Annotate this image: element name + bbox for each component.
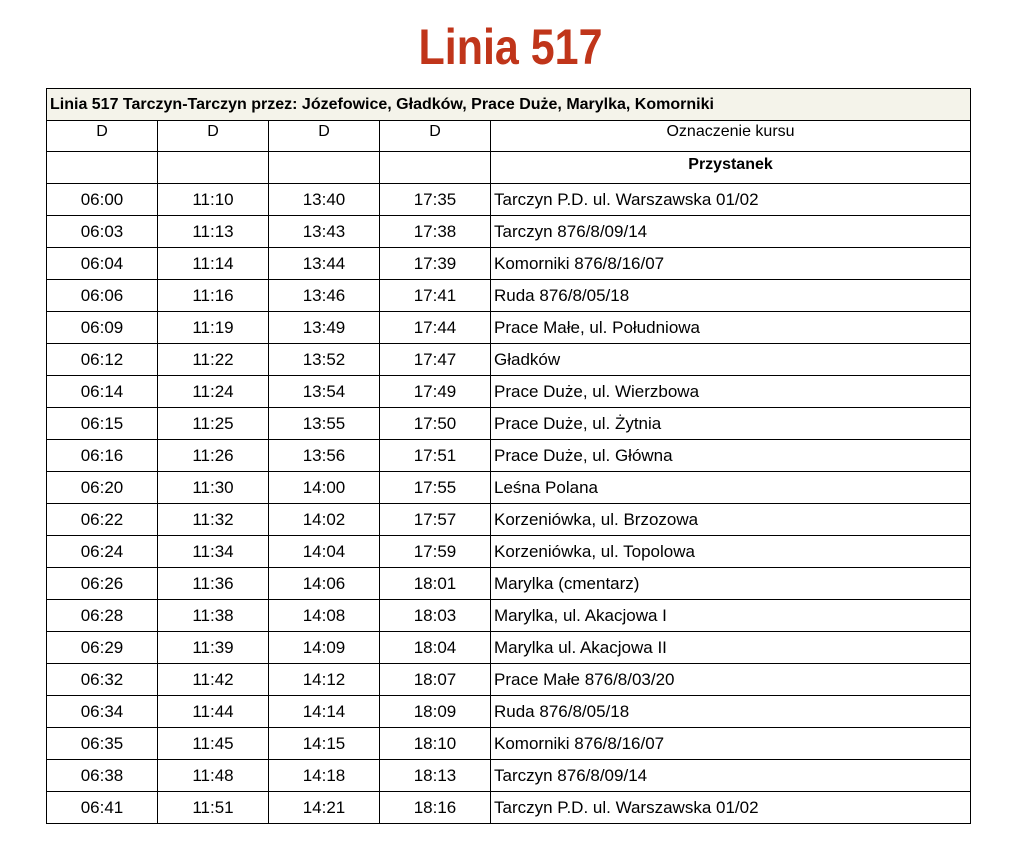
departure-time: 14:14 xyxy=(269,696,380,728)
departure-time: 17:50 xyxy=(380,408,491,440)
timetable-row xyxy=(47,472,971,504)
departure-time: 17:47 xyxy=(380,344,491,376)
empty-cell xyxy=(47,152,158,184)
departure-time: 13:44 xyxy=(269,248,380,280)
departure-time: 11:10 xyxy=(158,184,269,216)
timetable-row xyxy=(47,408,971,440)
departure-time: 06:35 xyxy=(47,728,158,760)
departure-time: 11:36 xyxy=(158,568,269,600)
departure-time: 06:29 xyxy=(47,632,158,664)
day-header: D xyxy=(158,121,269,152)
stop-name: Prace Duże, ul. Żytnia xyxy=(491,408,971,440)
departure-time: 17:35 xyxy=(380,184,491,216)
stop-name: Tarczyn P.D. ul. Warszawska 01/02 xyxy=(491,792,971,824)
stop-column-header: Przystanek xyxy=(491,152,971,184)
stop-name: Gładków xyxy=(491,344,971,376)
departure-time: 14:12 xyxy=(269,664,380,696)
stop-name: Korzeniówka, ul. Brzozowa xyxy=(491,504,971,536)
departure-time: 13:54 xyxy=(269,376,380,408)
departure-time: 14:06 xyxy=(269,568,380,600)
timetable-row xyxy=(47,504,971,536)
timetable-row xyxy=(47,184,971,216)
departure-time: 11:51 xyxy=(158,792,269,824)
timetable-row xyxy=(47,664,971,696)
departure-time: 17:55 xyxy=(380,472,491,504)
departure-time: 06:28 xyxy=(47,600,158,632)
departure-time: 11:16 xyxy=(158,280,269,312)
departure-time: 11:22 xyxy=(158,344,269,376)
stop-name: Ruda 876/8/05/18 xyxy=(491,696,971,728)
timetable-body xyxy=(47,89,971,824)
stop-name: Tarczyn P.D. ul. Warszawska 01/02 xyxy=(491,184,971,216)
departure-time: 11:45 xyxy=(158,728,269,760)
departure-time: 18:10 xyxy=(380,728,491,760)
departure-time: 17:49 xyxy=(380,376,491,408)
timetable-row xyxy=(47,792,971,824)
departure-time: 18:01 xyxy=(380,568,491,600)
timetable-row xyxy=(47,376,971,408)
timetable xyxy=(46,88,971,824)
departure-time: 17:51 xyxy=(380,440,491,472)
departure-time: 11:38 xyxy=(158,600,269,632)
stop-name: Komorniki 876/8/16/07 xyxy=(491,728,971,760)
stop-name: Tarczyn 876/8/09/14 xyxy=(491,760,971,792)
stop-header-row xyxy=(47,152,971,184)
departure-time: 11:34 xyxy=(158,536,269,568)
departure-time: 11:48 xyxy=(158,760,269,792)
departure-time: 18:09 xyxy=(380,696,491,728)
departure-time: 06:00 xyxy=(47,184,158,216)
departure-time: 06:34 xyxy=(47,696,158,728)
stop-name: Marylka (cmentarz) xyxy=(491,568,971,600)
route-row xyxy=(47,89,971,121)
day-header-row xyxy=(47,121,971,152)
empty-cell xyxy=(380,152,491,184)
timetable-row xyxy=(47,312,971,344)
departure-time: 11:44 xyxy=(158,696,269,728)
departure-time: 06:14 xyxy=(47,376,158,408)
departure-time: 06:20 xyxy=(47,472,158,504)
departure-time: 14:08 xyxy=(269,600,380,632)
departure-time: 13:49 xyxy=(269,312,380,344)
departure-time: 11:19 xyxy=(158,312,269,344)
departure-time: 13:46 xyxy=(269,280,380,312)
departure-time: 17:59 xyxy=(380,536,491,568)
stop-name: Ruda 876/8/05/18 xyxy=(491,280,971,312)
departure-time: 11:24 xyxy=(158,376,269,408)
day-header: D xyxy=(47,121,158,152)
departure-time: 13:40 xyxy=(269,184,380,216)
departure-time: 13:55 xyxy=(269,408,380,440)
timetable-row xyxy=(47,568,971,600)
departure-time: 11:26 xyxy=(158,440,269,472)
page-title: Linia 517 xyxy=(418,19,603,75)
departure-time: 11:42 xyxy=(158,664,269,696)
departure-time: 11:32 xyxy=(158,504,269,536)
departure-time: 06:38 xyxy=(47,760,158,792)
departure-time: 18:04 xyxy=(380,632,491,664)
stop-name: Marylka ul. Akacjowa II xyxy=(491,632,971,664)
departure-time: 17:39 xyxy=(380,248,491,280)
timetable-row xyxy=(47,760,971,792)
course-label: Oznaczenie kursu xyxy=(491,121,971,152)
departure-time: 11:30 xyxy=(158,472,269,504)
departure-time: 14:21 xyxy=(269,792,380,824)
stop-name: Komorniki 876/8/16/07 xyxy=(491,248,971,280)
departure-time: 11:39 xyxy=(158,632,269,664)
stop-name: Leśna Polana xyxy=(491,472,971,504)
timetable-row xyxy=(47,248,971,280)
departure-time: 14:09 xyxy=(269,632,380,664)
departure-time: 14:18 xyxy=(269,760,380,792)
departure-time: 06:04 xyxy=(47,248,158,280)
departure-time: 11:14 xyxy=(158,248,269,280)
departure-time: 18:03 xyxy=(380,600,491,632)
timetable-row xyxy=(47,216,971,248)
stop-name: Prace Duże, ul. Główna xyxy=(491,440,971,472)
stop-name: Prace Małe, ul. Południowa xyxy=(491,312,971,344)
stop-name: Korzeniówka, ul. Topolowa xyxy=(491,536,971,568)
departure-time: 06:41 xyxy=(47,792,158,824)
timetable-row xyxy=(47,600,971,632)
departure-time: 06:12 xyxy=(47,344,158,376)
departure-time: 17:44 xyxy=(380,312,491,344)
stop-name: Tarczyn 876/8/09/14 xyxy=(491,216,971,248)
departure-time: 13:52 xyxy=(269,344,380,376)
departure-time: 06:26 xyxy=(47,568,158,600)
departure-time: 06:15 xyxy=(47,408,158,440)
timetable-row xyxy=(47,696,971,728)
departure-time: 17:57 xyxy=(380,504,491,536)
empty-cell xyxy=(269,152,380,184)
departure-time: 14:04 xyxy=(269,536,380,568)
departure-time: 13:43 xyxy=(269,216,380,248)
timetable-row xyxy=(47,632,971,664)
stop-name: Marylka, ul. Akacjowa I xyxy=(491,600,971,632)
timetable-row xyxy=(47,344,971,376)
departure-time: 17:41 xyxy=(380,280,491,312)
timetable-row xyxy=(47,440,971,472)
departure-time: 06:03 xyxy=(47,216,158,248)
departure-time: 14:02 xyxy=(269,504,380,536)
stop-name: Prace Małe 876/8/03/20 xyxy=(491,664,971,696)
timetable-row xyxy=(47,728,971,760)
departure-time: 06:24 xyxy=(47,536,158,568)
departure-time: 06:16 xyxy=(47,440,158,472)
departure-time: 06:06 xyxy=(47,280,158,312)
departure-time: 13:56 xyxy=(269,440,380,472)
empty-cell xyxy=(158,152,269,184)
timetable-row xyxy=(47,280,971,312)
departure-time: 06:32 xyxy=(47,664,158,696)
departure-time: 18:13 xyxy=(380,760,491,792)
day-header: D xyxy=(269,121,380,152)
day-header: D xyxy=(380,121,491,152)
departure-time: 06:22 xyxy=(47,504,158,536)
departure-time: 11:13 xyxy=(158,216,269,248)
departure-time: 17:38 xyxy=(380,216,491,248)
stop-name: Prace Duże, ul. Wierzbowa xyxy=(491,376,971,408)
departure-time: 18:16 xyxy=(380,792,491,824)
departure-time: 11:25 xyxy=(158,408,269,440)
departure-time: 18:07 xyxy=(380,664,491,696)
departure-time: 06:09 xyxy=(47,312,158,344)
departure-time: 14:15 xyxy=(269,728,380,760)
route-description: Linia 517 Tarczyn-Tarczyn przez: Józefowice, Gładków, Prace Duże, Marylka, Komorniki xyxy=(47,89,971,121)
departure-time: 14:00 xyxy=(269,472,380,504)
timetable-row xyxy=(47,536,971,568)
